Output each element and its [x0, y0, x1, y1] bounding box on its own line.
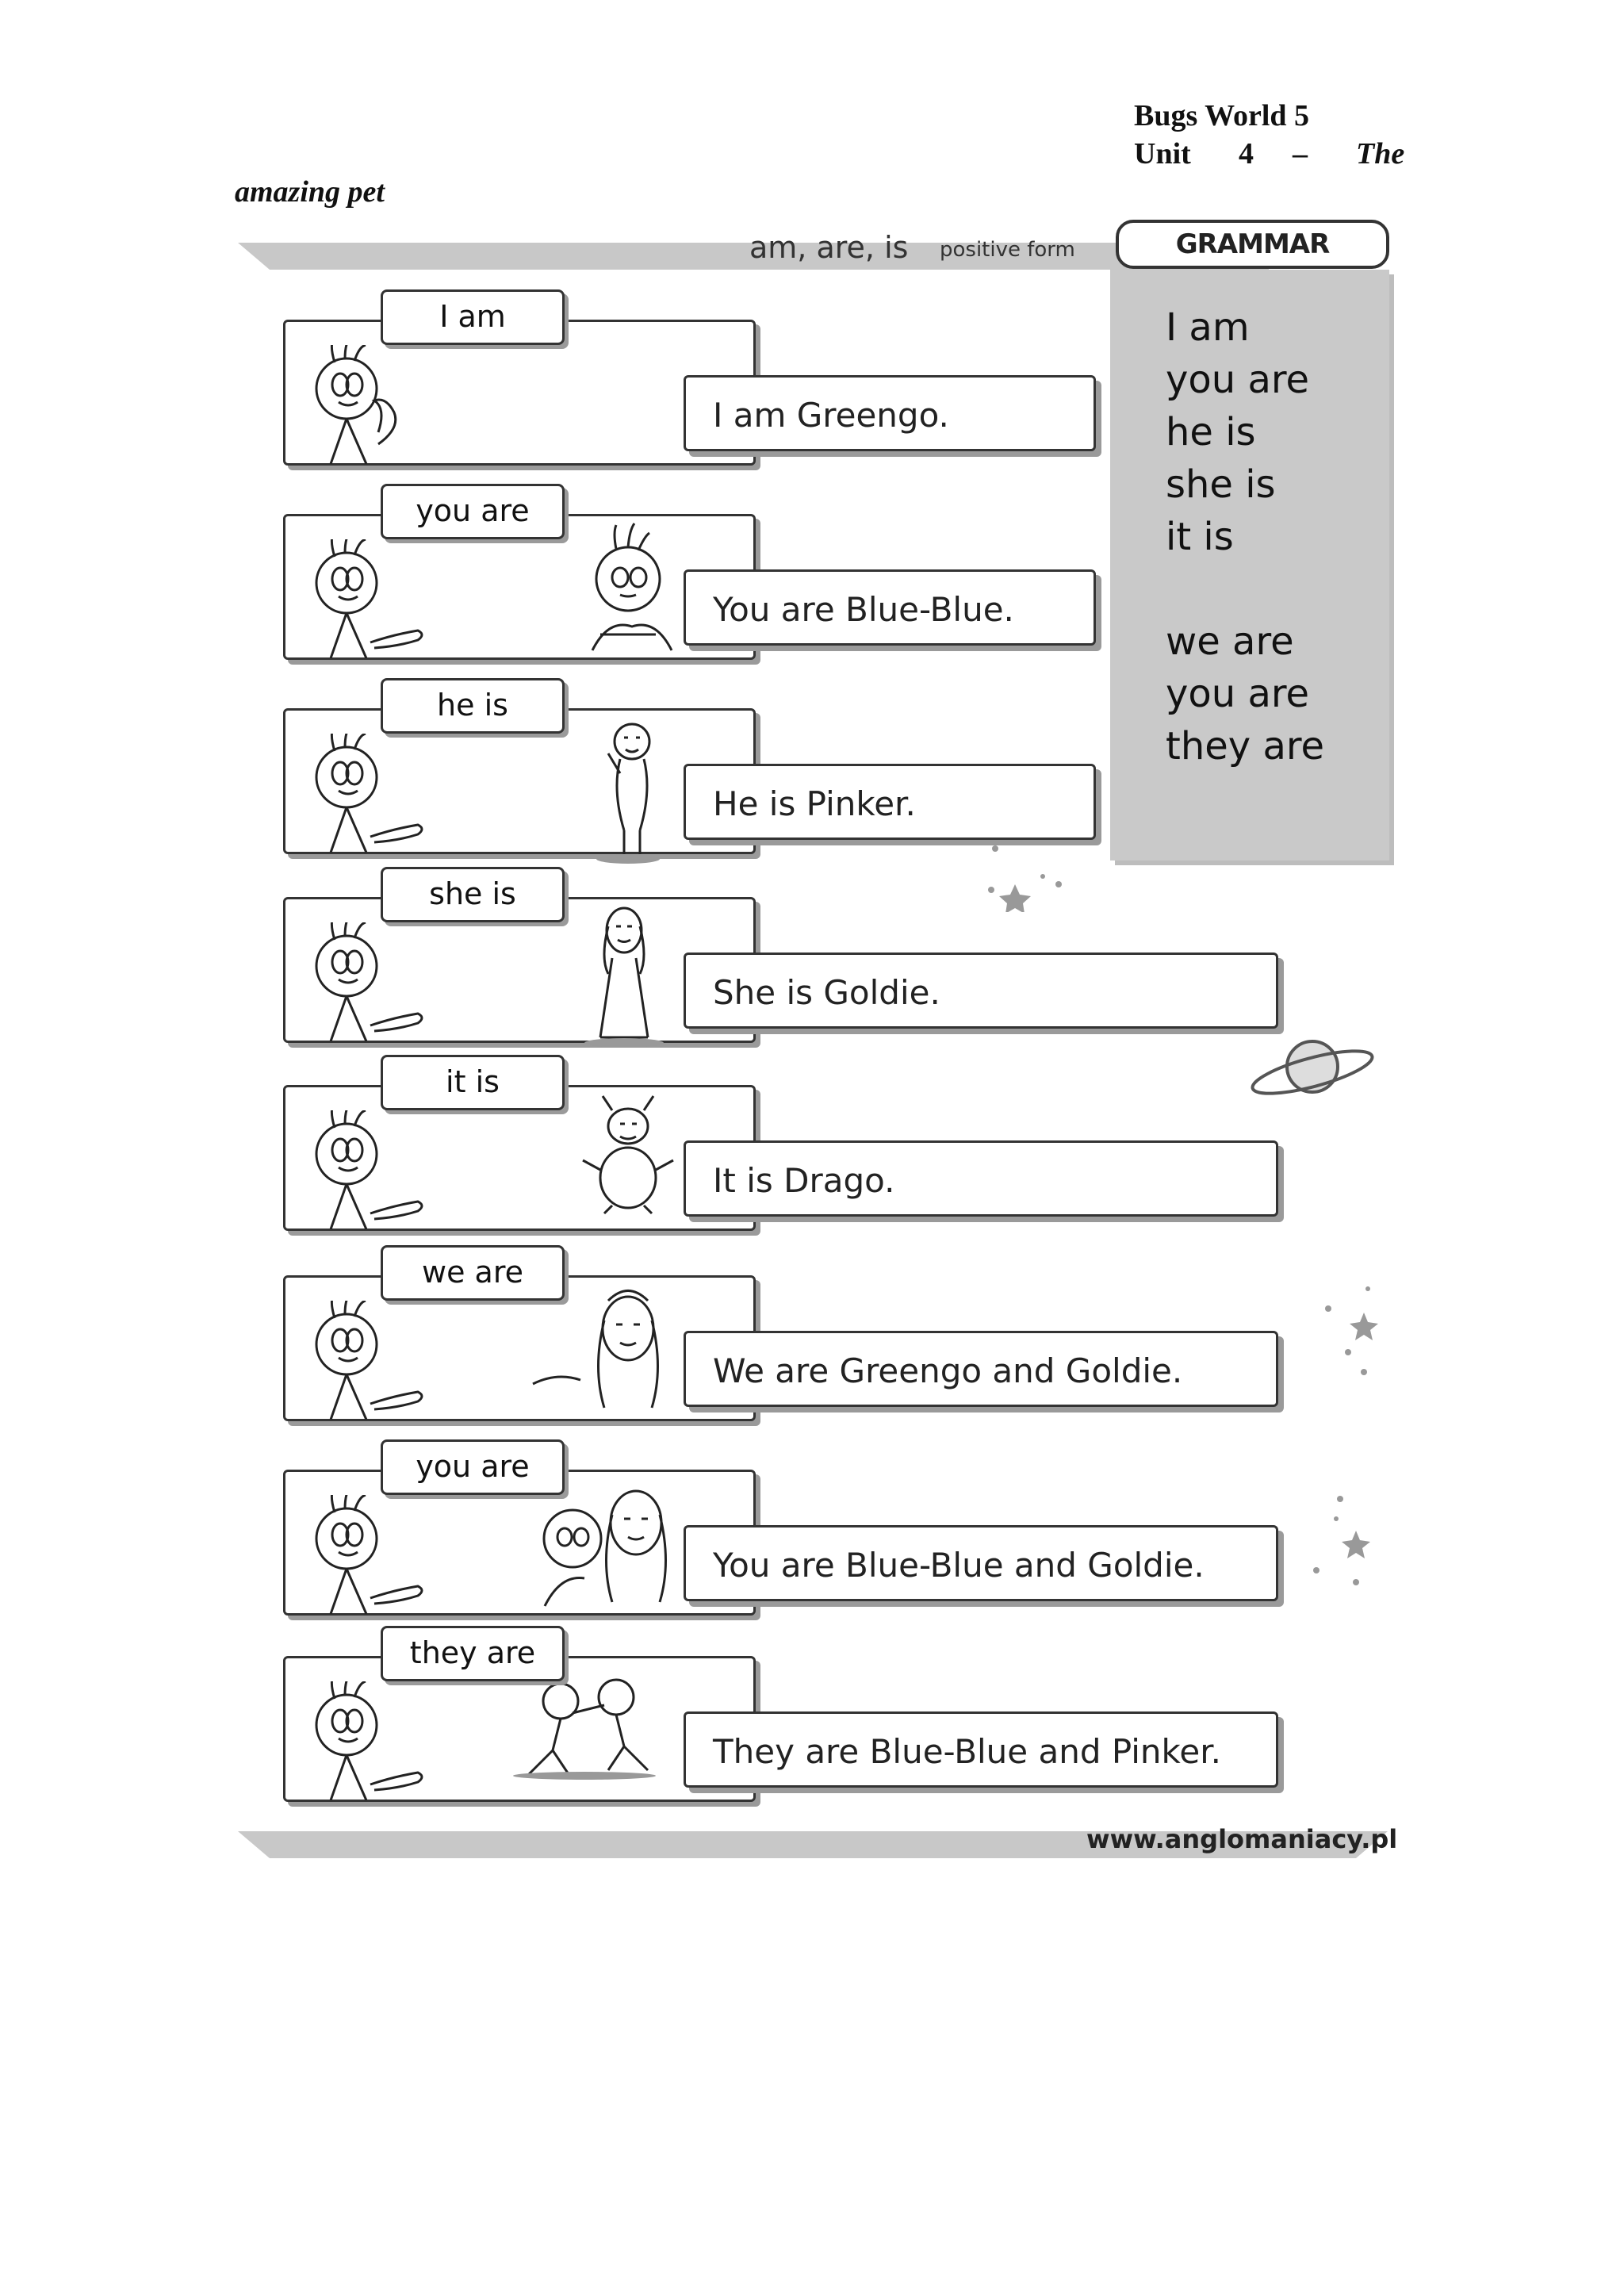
bug-character-icon	[299, 1110, 442, 1229]
summary-item: we are	[1166, 619, 1294, 664]
bug-character-icon	[299, 1495, 442, 1614]
summary-item: I am	[1166, 305, 1250, 350]
bug-character-icon	[299, 539, 442, 658]
example-sentence: She is Goldie.	[684, 953, 1278, 1029]
example-row	[283, 484, 1294, 678]
pronoun-tag: I am	[381, 289, 565, 345]
example-sentence: They are Blue-Blue and Pinker.	[684, 1711, 1278, 1788]
summary-item: you are	[1166, 672, 1310, 716]
summary-item: they are	[1166, 724, 1325, 769]
summary-item: he is	[1166, 410, 1256, 454]
pronoun-tag: he is	[381, 678, 565, 734]
pinker-character-icon	[592, 710, 664, 868]
pronoun-tag: you are	[381, 1439, 565, 1495]
pronoun-tag: it is	[381, 1055, 565, 1110]
unit-line	[1134, 135, 1408, 173]
unit-number: 4	[1239, 137, 1254, 171]
goldie-character-icon	[529, 1281, 672, 1416]
bug-character-icon	[299, 734, 442, 853]
star-icon	[1316, 1281, 1388, 1384]
example-sentence: You are Blue-Blue.	[684, 569, 1096, 646]
pronoun-tag: they are	[381, 1626, 565, 1681]
book-title: Bugs World 5	[1134, 99, 1310, 132]
example-row	[283, 1626, 1294, 1820]
example-sentence: We are Greengo and Goldie.	[684, 1331, 1278, 1407]
example-sentence: It is Drago.	[684, 1140, 1278, 1217]
example-sentence: You are Blue-Blue and Goldie.	[684, 1525, 1278, 1601]
pronoun-tag: she is	[381, 867, 565, 922]
unit-dash: –	[1293, 137, 1308, 171]
summary-item: she is	[1166, 462, 1276, 507]
website-url: www.anglomaniacy.pl	[1086, 1824, 1398, 1854]
star-icon	[967, 841, 1071, 912]
planet-icon	[1249, 1031, 1376, 1106]
title-end: amazing pet	[235, 175, 385, 209]
grammar-helpers-logo: GRAMMAR	[1116, 220, 1389, 269]
pronoun-tag: we are	[381, 1245, 565, 1301]
blue-blue-and-goldie-icon	[529, 1475, 680, 1610]
bug-character-icon	[299, 1301, 442, 1420]
example-row	[283, 1055, 1294, 1249]
example-row	[283, 678, 1294, 872]
example-row	[283, 1439, 1294, 1634]
grammar-subheading: positive form	[940, 238, 1075, 262]
title-start: The	[1356, 137, 1405, 171]
goldie-character-icon	[576, 899, 672, 1049]
unit-label: Unit	[1134, 137, 1191, 171]
example-row	[283, 1245, 1294, 1439]
summary-item: it is	[1166, 515, 1234, 559]
example-row	[283, 289, 1294, 484]
bug-character-icon	[299, 345, 442, 464]
grammar-heading: am, are, is	[749, 230, 909, 265]
pronoun-tag: you are	[381, 484, 565, 539]
example-sentence: I am Greengo.	[684, 375, 1096, 451]
blue-blue-character-icon	[584, 516, 680, 658]
blue-blue-and-pinker-icon	[505, 1669, 664, 1780]
bug-character-icon	[299, 922, 442, 1041]
example-row	[283, 867, 1294, 1061]
drago-character-icon	[576, 1091, 680, 1217]
example-sentence: He is Pinker.	[684, 764, 1096, 840]
summary-item: you are	[1166, 358, 1310, 402]
bug-character-icon	[299, 1681, 442, 1800]
star-icon	[1300, 1491, 1380, 1594]
